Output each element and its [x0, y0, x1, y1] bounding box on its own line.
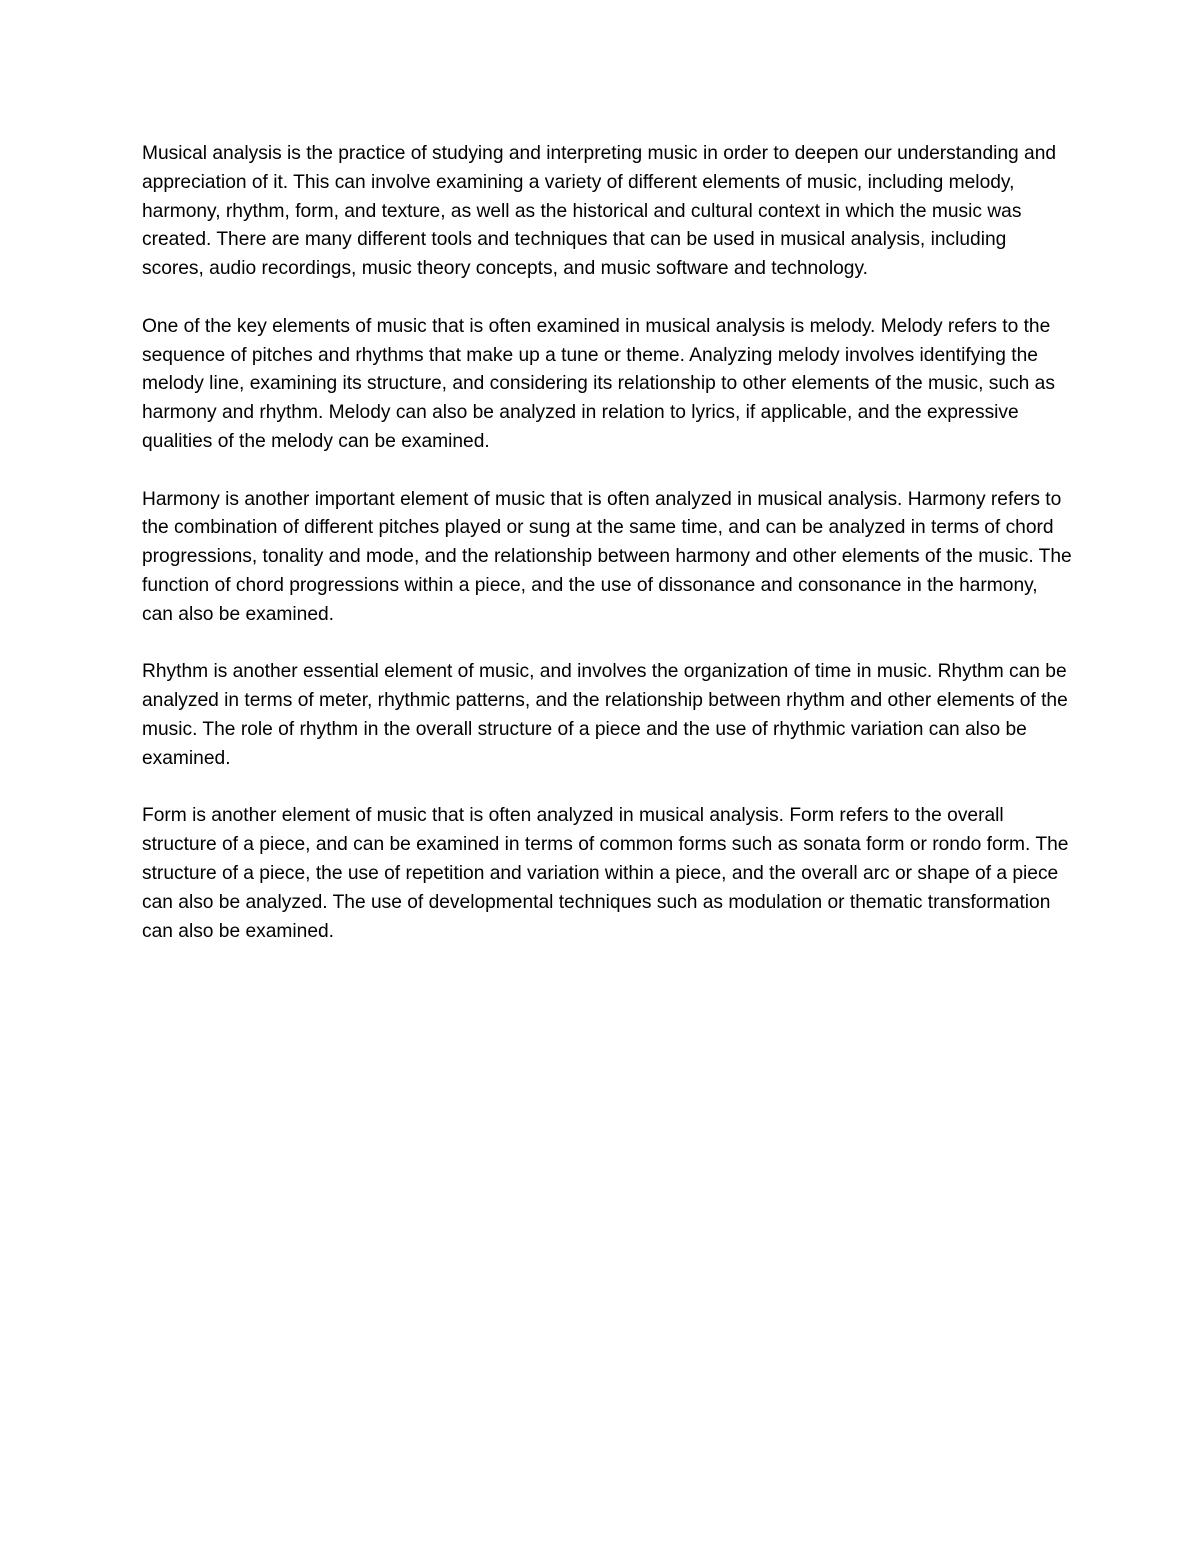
paragraph-form: Form is another element of music that is often analyzed in musical analysis. Form refers to the overall structure of a piece, and can be examined in terms of common forms such as sonata form or rondo form. The structure of a piece, the use of repetition and variation within a piece, and the overall arc or shape of a piece can also be analyzed. The use of developmental techniques such as modulation or thematic transformation can also be examined.	[142, 805, 1069, 942]
paragraph-harmony: Harmony is another important element of music that is often analyzed in musical analysis. Harmony refers to the combination of different pitches played or sung at the same time, and can be analyzed in terms of chord progressions, tonality and mode, and the relationship between harmony and other elements of the music. The function of chord progressions within a piece, and the use of dissonance and consonance in the harmony, can also be examined.	[142, 488, 1072, 625]
document-body	[142, 140, 1072, 946]
paragraph-melody: One of the key elements of music that is often examined in musical analysis is melody. Melody refers to the sequence of pitches and rhythms that make up a tune or theme. Analyzing melody involves identifying the melody line, examining its structure, and considering its relationship to other elements of the music, such as harmony and rhythm. Melody can also be analyzed in relation to lyrics, if applicable, and the expressive qualities of the melody can be examined.	[142, 315, 1055, 452]
paragraph-intro: Musical analysis is the practice of studying and interpreting music in order to deepen our understanding and appreciation of it. This can involve examining a variety of different elements of music, including melody, harmony, rhythm, form, and texture, as well as the historical and cultural context in which the music was created. There are many different tools and techniques that can be used in musical analysis, including scores, audio recordings, music theory concepts, and music software and technology.	[142, 143, 1057, 280]
paragraph-rhythm: Rhythm is another essential element of music, and involves the organization of time in music. Rhythm can be analyzed in terms of meter, rhythmic patterns, and the relationship between rhythm and other elements of the music. The role of rhythm in the overall structure of a piece and the use of rhythmic variation can also be examined.	[142, 661, 1068, 769]
